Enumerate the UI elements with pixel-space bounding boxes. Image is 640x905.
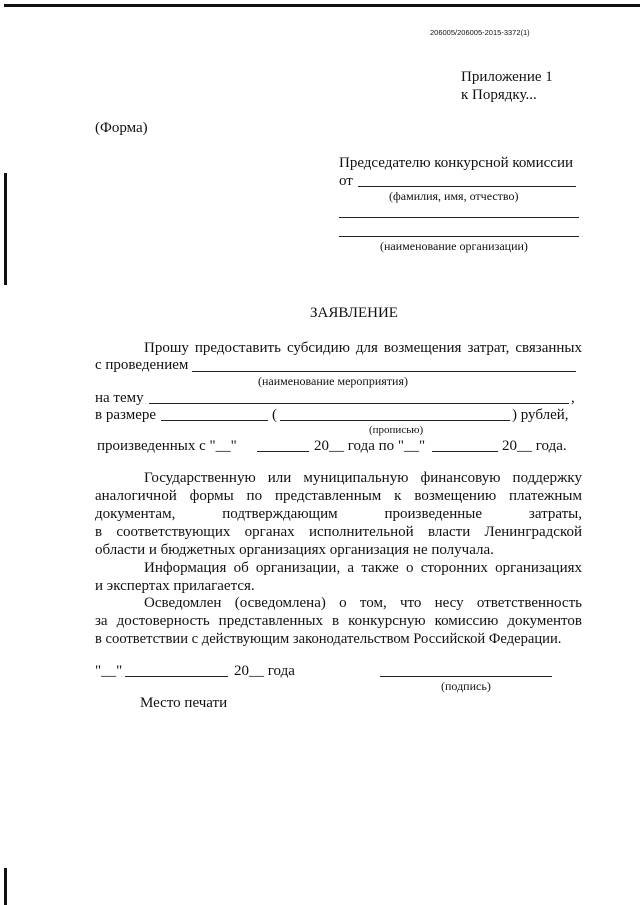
left-margin-bar bbox=[4, 173, 7, 285]
event-hint: (наименование мероприятия) bbox=[258, 374, 408, 388]
amount-number-line bbox=[161, 420, 268, 421]
top-border-line bbox=[4, 4, 640, 7]
responsibility-paragraph-line-3: в соответствии с действующим законодательством Российской Федерации. bbox=[95, 631, 562, 647]
sign-date-quote: "__" bbox=[95, 663, 123, 679]
info-paragraph-line-2: и экспертах прилагается. bbox=[95, 578, 255, 594]
words-hint: (прописью) bbox=[369, 424, 424, 436]
amount-open-paren: ( bbox=[272, 407, 277, 423]
responsibility-paragraph-line-2: за достоверность представленных в конкурсную комиссию документов bbox=[95, 613, 582, 629]
appendix-line-1: Приложение 1 bbox=[461, 69, 553, 85]
request-line-1: Прошу предоставить субсидию для возмещения затрат, связанных bbox=[144, 340, 582, 356]
support-paragraph-line-1: Государственную или муниципальную финансовую поддержку bbox=[144, 470, 582, 486]
support-paragraph-line-2: аналогичной формы по представленным к возмещению платежным bbox=[95, 488, 582, 504]
event-line bbox=[192, 371, 576, 372]
fio-hint: (фамилия, имя, отчество) bbox=[389, 189, 519, 203]
support-paragraph-line-5: области и бюджетных организациях организация не получала. bbox=[95, 542, 494, 558]
support-paragraph-line-3: документам, подтверждающим произведенные затраты, bbox=[95, 506, 582, 522]
addressee-title: Председателю конкурсной комиссии bbox=[339, 155, 574, 171]
period-year-1: 20__ года по "__" bbox=[314, 438, 426, 454]
request-line-2: с проведением bbox=[95, 357, 189, 373]
fio-line bbox=[358, 186, 576, 187]
form-label: (Форма) bbox=[95, 120, 148, 136]
org-line-1 bbox=[339, 217, 579, 218]
sign-date-month-line bbox=[125, 676, 228, 677]
support-paragraph-line-4: в соответствующих органах исполнительной власти Ленинградской bbox=[95, 524, 582, 540]
left-margin-bar-bottom bbox=[4, 868, 7, 905]
signature-hint: (подпись) bbox=[441, 679, 491, 693]
period-from-label: произведенных с "__" bbox=[97, 438, 237, 454]
amount-label: в размере bbox=[95, 407, 157, 423]
signature-line bbox=[380, 676, 552, 677]
amount-close-label: ) рублей, bbox=[512, 407, 569, 423]
amount-words-line bbox=[280, 420, 510, 421]
info-paragraph-line-1: Информация об организации, а также о сторонних организациях bbox=[144, 560, 582, 576]
period-year-2: 20__ года. bbox=[502, 438, 567, 454]
org-line-2 bbox=[339, 236, 579, 237]
addressee-from-label: от bbox=[339, 173, 353, 189]
document-heading: ЗАЯВЛЕНИЕ bbox=[310, 305, 398, 321]
sign-date-year: 20__ года bbox=[234, 663, 295, 679]
period-from-month-line bbox=[257, 451, 309, 452]
stamp-label: Место печати bbox=[140, 695, 228, 711]
document-number: 206005/206005-2015-3372(1) bbox=[430, 28, 530, 37]
topic-label: на тему bbox=[95, 390, 144, 406]
org-hint: (наименование организации) bbox=[380, 239, 528, 253]
topic-comma: , bbox=[571, 390, 575, 406]
responsibility-paragraph-line-1: Осведомлен (осведомлена) о том, что несу ответственность bbox=[144, 595, 582, 611]
appendix-line-2: к Порядку... bbox=[461, 87, 537, 103]
period-to-month-line bbox=[432, 451, 498, 452]
topic-line bbox=[149, 403, 569, 404]
